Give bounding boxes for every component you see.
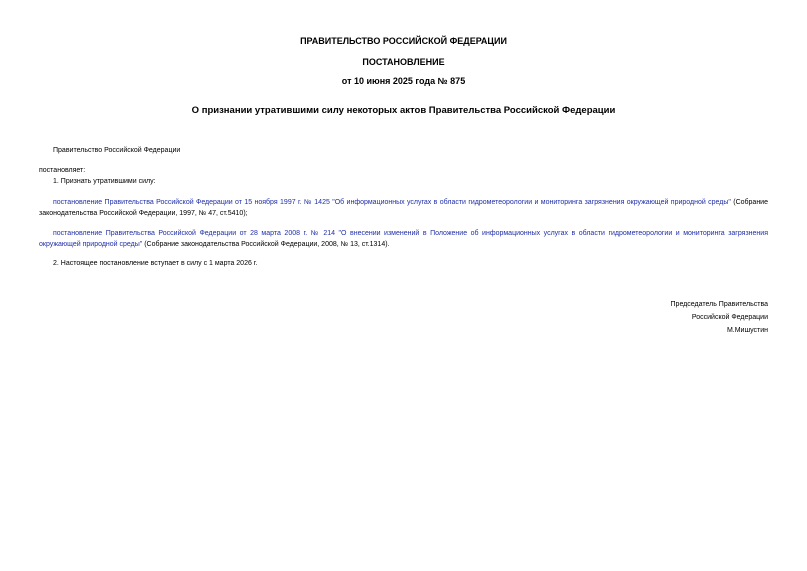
act-2-source: (Собрание законодательства Российской Федерации, 2008, № 13, ст.1314). (142, 241, 390, 248)
document-title: О признании утратившими силу некоторых актов Правительства Российской Федерации (191, 105, 616, 116)
item-2: 2. Настоящее постановление вступает в силу с 1 марта 2026 г. (53, 260, 258, 267)
signature-position-2: Российской Федерации (691, 314, 768, 321)
intro-text: Правительство Российской Федерации (53, 147, 181, 154)
act-2-link[interactable]: постановление Правительства Российской Федерации от 28 марта 2008 г. № 214 "О внесении изменений в Положение об информационных услугах в области гидрометеорологии и мониторинга загрязнения окружающей природной среды" (39, 230, 768, 248)
date-number: от 10 июня 2025 года № 875 (341, 76, 466, 86)
signature-block (671, 298, 768, 337)
item-1: 1. Признать утратившими силу: (53, 178, 156, 185)
decides-text: постановляет: (39, 167, 86, 174)
act-1-paragraph (39, 197, 768, 219)
signature-position: Председатель Правительства (670, 301, 768, 308)
issuer-heading: ПРАВИТЕЛЬСТВО РОССИЙСКОЙ ФЕДЕРАЦИИ (300, 36, 507, 46)
doc-type-heading: ПОСТАНОВЛЕНИЕ (362, 57, 445, 67)
act-1-link[interactable]: постановление Правительства Российской Федерации от 15 ноября 1997 г. № 1425 "Об информационных услугах в области гидрометеорологии и мониторинга загрязнения окружающей природной среды" (53, 199, 731, 206)
signatory-name: М.Мишустин (726, 327, 768, 334)
act-2-paragraph (39, 228, 768, 250)
act-1-source: (Собрание законодательства Российской Федерации, 1997, № 47, ст.5410); (39, 199, 768, 217)
